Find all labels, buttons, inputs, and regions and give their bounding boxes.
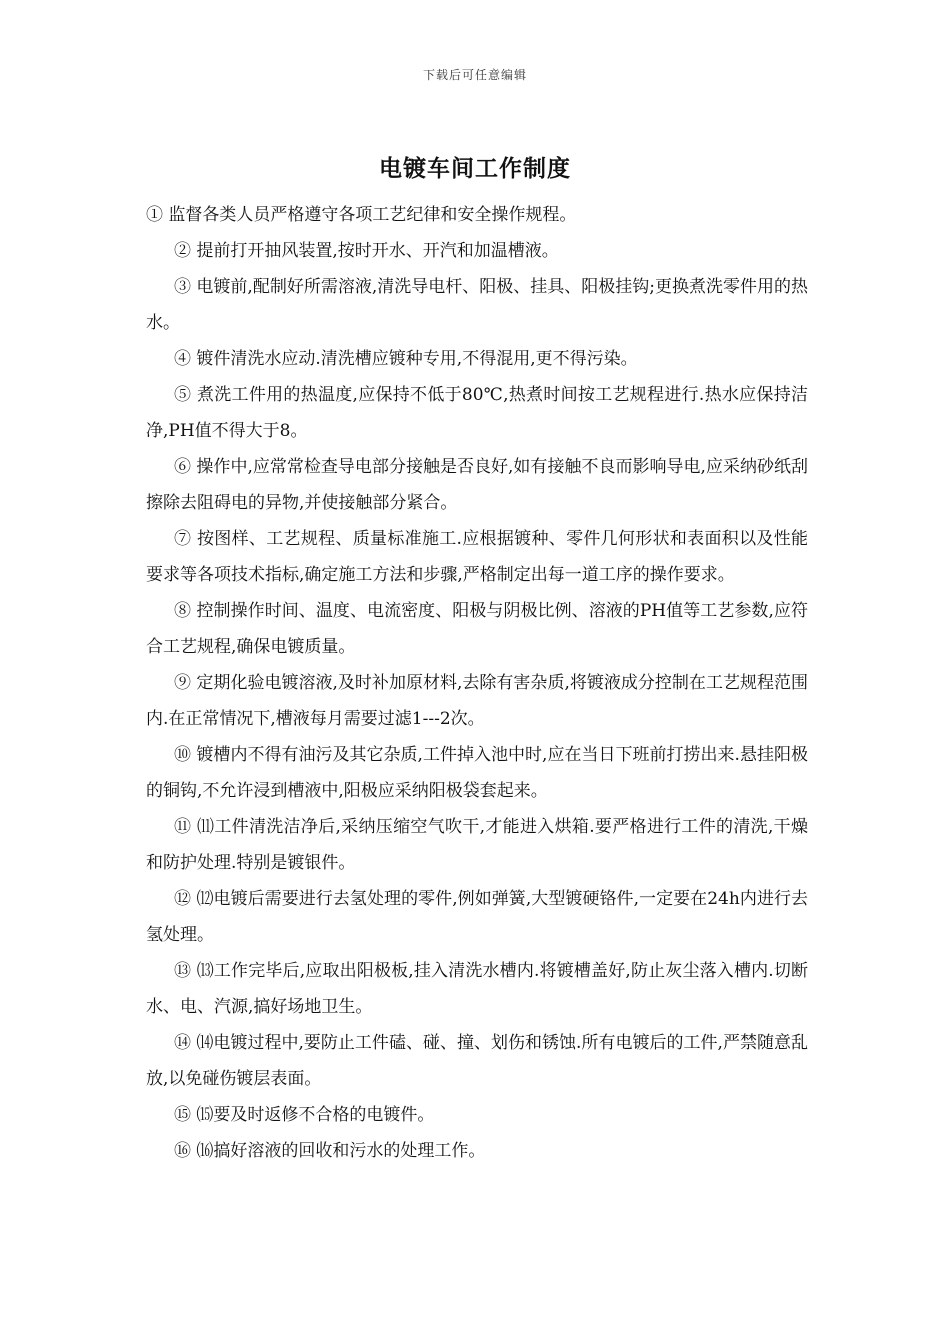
- paragraph-12: ⑫ ⑿电镀后需要进行去氢处理的零件,例如弹簧,大型镀硬铬件,一定要在24h内进行去氢处理。: [146, 889, 808, 945]
- paragraph-7: ⑦ 按图样、工艺规程、质量标准施工.应根据镀种、零件几何形状和表面积以及性能要求等各项技术指标,确定施工方法和步骤,严格制定出每一道工序的操作要求。: [146, 529, 808, 585]
- paragraph-15: ⑮ ⒂要及时返修不合格的电镀件。: [174, 1105, 435, 1125]
- paragraph-16: ⑯ ⒃搞好溶液的回收和污水的处理工作。: [174, 1141, 486, 1161]
- paragraph-5: ⑤ 煮洗工件用的热温度,应保持不低于80℃,热煮时间按工艺规程进行.热水应保持洁净,PH值不得大于8。: [146, 385, 808, 441]
- paragraph-2: ② 提前打开抽风装置,按时开水、开汽和加温槽液。: [174, 241, 559, 261]
- document-title: 电镀车间工作制度: [379, 155, 571, 182]
- paragraph-6: ⑥ 操作中,应常常检查导电部分接触是否良好,如有接触不良而影响导电,应采纳砂纸刮擦除去阻碍电的异物,并使接触部分紧合。: [146, 457, 808, 513]
- paragraph-13: ⑬ ⒀工作完毕后,应取出阳极板,挂入清洗水槽内.将镀槽盖好,防止灰尘落入槽内.切断水、电、汽源,搞好场地卫生。: [146, 961, 808, 1017]
- header-note: 下载后可任意编辑: [422, 68, 527, 82]
- paragraph-11: ⑪ ⑾工件清洗洁净后,采纳压缩空气吹干,才能进入烘箱.要严格进行工件的清洗,干燥和防护处理.特别是镀银件。: [146, 817, 808, 873]
- paragraph-10: ⑩ 镀槽内不得有油污及其它杂质,工件掉入池中时,应在当日下班前打捞出来.悬挂阳极的铜钩,不允许浸到槽液中,阳极应采纳阳极袋套起来。: [146, 745, 808, 801]
- document-body: [146, 197, 808, 1169]
- paragraph-8: ⑧ 控制操作时间、温度、电流密度、阳极与阴极比例、溶液的PH值等工艺参数,应符合工艺规程,确保电镀质量。: [146, 601, 808, 657]
- paragraph-4: ④ 镀件清洗水应动.清洗槽应镀种专用,不得混用,更不得污染。: [174, 349, 638, 369]
- paragraph-14: ⑭ ⒁电镀过程中,要防止工件磕、碰、撞、划伤和锈蚀.所有电镀后的工件,严禁随意乱放,以免碰伤镀层表面。: [146, 1033, 808, 1089]
- paragraph-3: ③ 电镀前,配制好所需溶液,清洗导电杆、阳极、挂具、阳极挂钩;更换煮洗零件用的热水。: [146, 277, 808, 333]
- paragraph-9: ⑨ 定期化验电镀溶液,及时补加原材料,去除有害杂质,将镀液成分控制在工艺规程范围内.在正常情况下,槽液每月需要过滤1---2次。: [146, 673, 808, 729]
- paragraph-1: ① 监督各类人员严格遵守各项工艺纪律和安全操作规程。: [146, 205, 577, 225]
